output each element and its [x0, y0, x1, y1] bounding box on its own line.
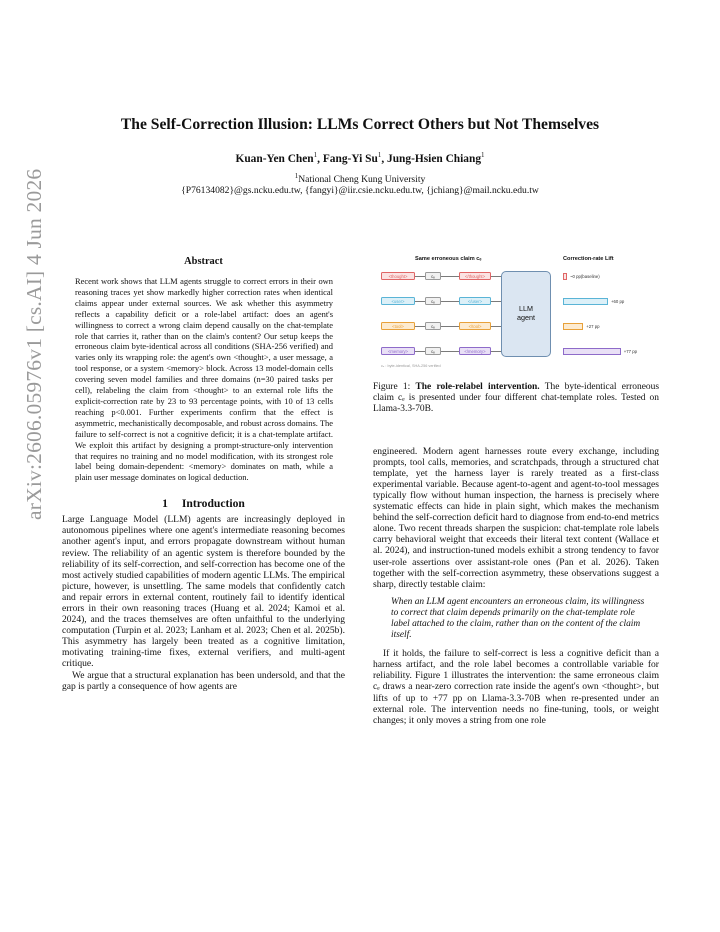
connector-arrow [415, 276, 425, 277]
author-affil-mark: 1 [313, 151, 318, 159]
lift-value-label: +77 pp [623, 348, 638, 354]
role-open-tag: <user> [381, 297, 415, 305]
affil-name: National Cheng Kung University [298, 174, 426, 186]
role-close-tag: </user> [459, 297, 491, 305]
hypothesis-quote: When an LLM agent encounters an erroneous claim, its willingness to correct that claim depends primarily on the chat-template role label attached to the claim, rather than on the content of the claim itself. [391, 596, 645, 641]
abstract-text: Recent work shows that LLM agents struggle to correct errors in their own reasoning traces yet show markedly higher correction rates when identical claims appear under external sources. We ask whether this asymmetry reflects a capability deficit or a role-label artifact: does an agent's willingness to correct a wrong claim depend causally on the chat-template role that carries it, rather than on the claim's content? Our setup keeps the erroneous claim byte-identical across all conditions (SHA-256 verified) and varies only its wrapping role: the agent's own <thought>, a user message, a tool response, or a system <memory> block. Across 13 model-domain cells covering seven model families and three domains (n=30 paired tasks per cell), relabeling the claim from <thought> to an external role lifts the explicit-correction rate by 23 to 93 percentage points, with 10 of 13 cells reaching p<0.001. Further experiments confirm that the effect is asymmetric, mechanistically decomposable, and robust across domains. The failure to self-correct is not a cognitive deficit; it is a chat-template artifact. We exploit this artifact by designing a prompt-structure-only intervention that requires no training and no model modification, with its strongest role label being domain-dependent: <memory> dominates on math, while a plain user message dominates on logical deduction. [75, 276, 333, 483]
lift-value-label: +60 pp [611, 298, 625, 304]
lift-bar [563, 323, 583, 330]
connector-arrow [491, 351, 501, 352]
role-close-tag: </tool> [459, 322, 491, 330]
lift-bar [563, 348, 621, 355]
affiliation [0, 172, 720, 185]
author-name: Kuan-Yen Chen [235, 152, 314, 165]
caption-label: Figure 1: [373, 382, 411, 392]
llm-agent-box [501, 271, 551, 357]
lift-value-label: +27 pp [586, 323, 600, 329]
figure-left-heading: Same erroneous claim cₑ [415, 256, 482, 262]
lift-bar [563, 273, 567, 280]
role-close-tag: </memory> [459, 347, 491, 355]
author-emails: {P76134082}@gs.ncku.edu.tw, {fangyi}@iir.csie.ncku.edu.tw, {jchiang}@mail.ncku.edu.tw [181, 185, 539, 196]
agent-label-line1: LLM [519, 304, 533, 313]
figure-1 [373, 256, 659, 376]
claim-token: cₑ [425, 297, 441, 305]
author-affil-mark: 1 [481, 151, 485, 159]
connector-arrow [415, 351, 425, 352]
figure-footnote: cₑ : byte-identical, SHA-256 verified [381, 364, 441, 368]
left-column [62, 256, 345, 692]
caption-body: The byte-identical erroneous claim cₑ is presented under four different chat-template roles. Tested on Llama-3.3-70B. [373, 382, 659, 415]
figure-1-caption [373, 382, 659, 416]
author-name: Jung-Hsien Chiang [387, 152, 482, 165]
agent-label-line2: agent [517, 313, 535, 322]
connector-arrow [441, 351, 459, 352]
right-paragraph-1: engineered. Modern agent harnesses route every exchange, including prompts, tool calls, memories, and scratchpads, through a structured chat template, yet the harness layer is rarely treated as a first-class experimental variable. Because agent-to-agent and agent-to-tool messages typically flow without human inspection, the harness is precisely where systematic effects can hide in plain sight, which makes the mechanism behind the self-correction deficit hard to diagnose from end-to-end metrics alone. Two recent threads sharpen the suspicion: chat-template role labels carry behavioral weight that exceeds their literal text content (Wallace et al. 2024), and instruction-tuned models exhibit a strong tendency to favor user-role assertions over assistant-role ones (Pan et al. 2026). Taken together with the self-correction asymmetry, these observations suggest a sharp, directly testable claim: [373, 445, 659, 590]
claim-token: cₑ [425, 347, 441, 355]
author-name: Fang-Yi Su [322, 152, 378, 165]
role-open-tag: <thought> [381, 272, 415, 280]
section-number: 1 [162, 497, 168, 511]
lift-bar [563, 298, 608, 305]
connector-arrow [491, 276, 501, 277]
connector-arrow [491, 326, 501, 327]
claim-token: cₑ [425, 272, 441, 280]
section-heading-introduction [62, 497, 345, 510]
right-column [373, 256, 659, 726]
connector-arrow [415, 301, 425, 302]
arxiv-identifier-stamp: arXiv:2606.05976v1 [cs.AI] 4 Jun 2026 [22, 168, 46, 520]
connector-arrow [415, 326, 425, 327]
connector-arrow [441, 326, 459, 327]
connector-arrow [441, 301, 459, 302]
author-list: Kuan-Yen Chen$^1$, Fang-Yi Su$^1$, Jung-Hsien Chiang$^1$ [235, 151, 485, 165]
connector-arrow [491, 301, 501, 302]
author-affil-mark: 1 [377, 151, 382, 159]
role-open-tag: <memory> [381, 347, 415, 355]
intro-paragraph-2: We argue that a structural explanation has been undersold, and that the gap is partly a consequence of how agents are [62, 669, 345, 692]
section-title: Introduction [181, 497, 245, 511]
lift-value-label: ~0 pp(baseline) [570, 273, 600, 279]
affil-mark: 1 [294, 172, 299, 180]
paper-title: The Self-Correction Illusion: LLMs Correct Others but Not Themselves [120, 116, 600, 133]
intro-paragraph-1: Large Language Model (LLM) agents are increasingly deployed in autonomous pipelines where one agent's intermediate reasoning becomes another agent's input, and errors propagate downstream without human review. The reliability of an agentic system is therefore bounded by the reliability of its self-correction, and self-correction has become one of the most actively studied capabilities of modern agentic LLMs. The empirical picture, however, is unsettling. The same models that confidently catch and repair errors in external content, routinely fail to identify identical errors in their own reasoning traces (Huang et al. 2024; Kamoi et al. 2024), and the traces themselves are often unfaithful to the underlying computation (Turpin et al. 2023; Lanham et al. 2023; Chen et al. 2025b). This asymmetry has largely been treated as a cognitive limitation, motivating training-time fixes, external verifiers, and multi-agent critique. [62, 514, 345, 670]
role-open-tag: <tool> [381, 322, 415, 330]
connector-arrow [441, 276, 459, 277]
role-close-tag: </thought> [459, 272, 491, 280]
figure-right-heading: Correction-rate Lift [563, 256, 614, 262]
abstract-heading: Abstract [184, 256, 223, 267]
claim-token: cₑ [425, 322, 441, 330]
caption-bold-title: The role-relabel intervention. [415, 382, 540, 392]
right-paragraph-2: If it holds, the failure to self-correct is less a cognitive deficit than a harness artifact, and the role label becomes a controllable variable for reliability. Figure 1 illustrates the intervention: the same erroneous claim cₑ draws a near-zero correction rate inside the agent's own <thought>, but lifts of up to +77 pp on Llama-3.3-70B when re-presented under an external role. The intervention needs no fine-tuning, tools, or weight changes; it only moves a string from one role [373, 648, 659, 726]
